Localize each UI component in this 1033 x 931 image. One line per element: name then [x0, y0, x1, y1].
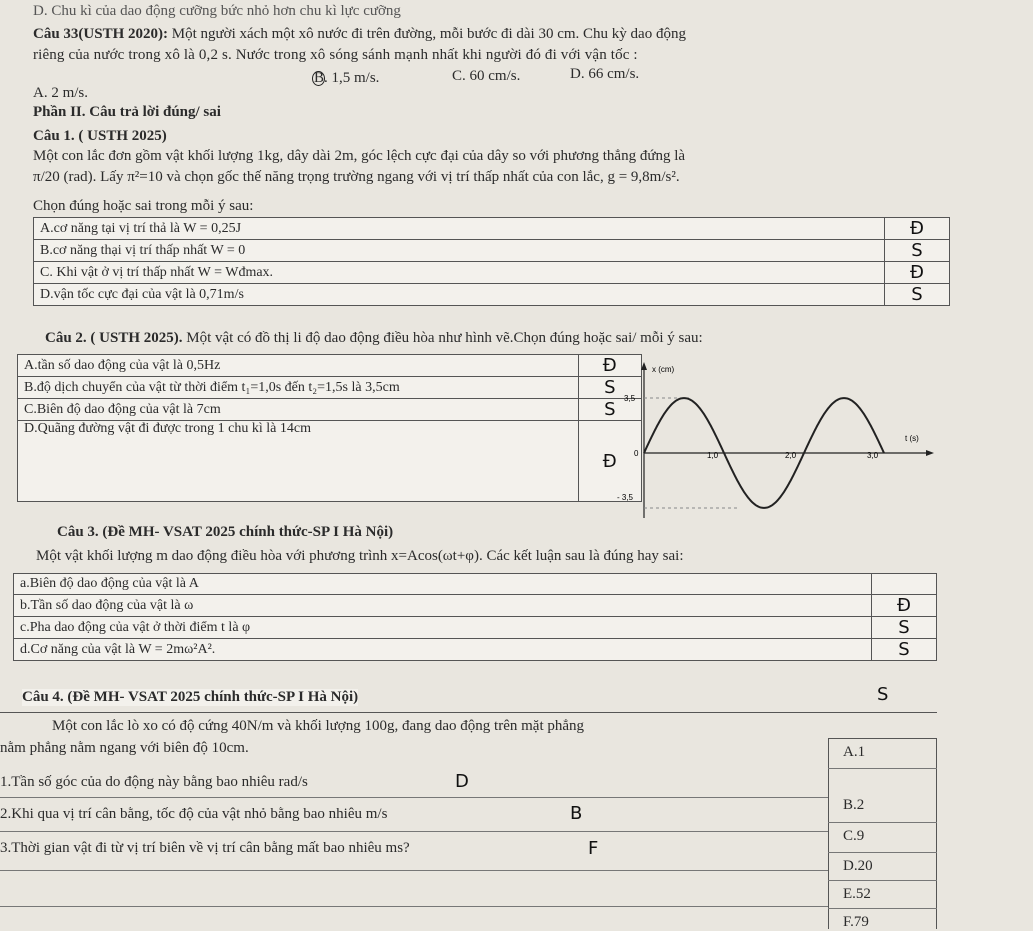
q4-item-1-answer: D [455, 771, 469, 792]
q2-chart [612, 358, 942, 528]
q2-title: Câu 2. ( USTH 2025). [45, 330, 183, 346]
q3-row-b-text: b.Tần số dao động của vật là ω [14, 595, 872, 617]
q4-row-line [0, 906, 828, 907]
q3-title: Câu 3. (Đề MH- VSAT 2025 chính thức-SP I Hà Nội) [57, 524, 394, 540]
x-axis-arrow [926, 450, 934, 456]
line-d: D. Chu kì của dao động cưỡng bức nhỏ hơn chu kì lực cưỡng [33, 3, 401, 19]
q2-row-c-answer: S [578, 399, 641, 421]
x-tick-label: 2,0 [785, 451, 797, 460]
q4-item-2: 2.Khi qua vị trí cân bằng, tốc độ của vật nhỏ bằng bao nhiêu m/s [0, 806, 388, 822]
table-row [14, 595, 937, 617]
q1-text1: Một con lắc đơn gồm vật khối lượng 1kg, dây dài 2m, góc lệch cực đại của dây so với phương thẳng đứng là [33, 148, 686, 164]
q33-option-b-label: B. 1,5 m/s. [314, 70, 380, 86]
x-tick-label: 3,0 [867, 451, 879, 460]
q4-item-3: 3.Thời gian vật đi từ vị trí biên về vị trí cân bằng mất bao nhiêu ms? [0, 840, 410, 856]
q1-row-b-answer: S [885, 240, 950, 262]
y-tick-label: - 3,5 [617, 493, 634, 502]
choice-line [828, 768, 937, 769]
choice-line [828, 880, 937, 881]
q3-text: Một vật khối lượng m dao động điều hòa với phương trình x=Acos(ωt+φ). Các kết luận sau là đúng hay sai: [36, 548, 684, 564]
q3-row-d-answer: S [872, 639, 937, 661]
q4-item-1: 1.Tần số góc của do động này bằng bao nhiêu rad/s [0, 774, 308, 790]
q4-choice-c: C.9 [843, 828, 865, 844]
q33-text-line1 [33, 26, 686, 43]
q33-option-a: A. 2 m/s. [33, 85, 89, 101]
q2-row-c-text: C.Biên độ dao động của vật là 7cm [18, 399, 579, 421]
table-row [18, 399, 642, 421]
q1-text2: π/20 (rad). Lấy π²=10 và chọn gốc thế năng trọng trường ngang với vị trí thấp nhất của con lắc, g = 9,8m/s². [33, 169, 680, 185]
q3-row-c-text: c.Pha dao động của vật ở thời điểm t là φ [14, 617, 872, 639]
q4-right-border [936, 738, 937, 929]
q3-row-a-text: a.Biên độ dao động của vật là A [14, 574, 872, 595]
q4-text1: Một con lắc lò xo có độ cứng 40N/m và khối lượng 100g, đang dao động trên mặt phẳng [52, 718, 585, 734]
q2-row-d-answer: Đ [578, 421, 641, 502]
table-row [14, 574, 937, 595]
table-row [34, 240, 950, 262]
q3-row-b-answer: Đ [872, 595, 937, 617]
choice-line [828, 908, 937, 909]
y-axis-arrow [641, 362, 647, 370]
q33-title: Câu 33(USTH 2020): [33, 26, 169, 42]
q4-row-line [0, 831, 828, 832]
part2-title: Phần II. Câu trả lời đúng/ sai [33, 104, 221, 120]
y-axis-label: x (cm) [652, 365, 675, 374]
q1-row-d-text: D.vận tốc cực đại của vật là 0,71m/s [34, 284, 885, 306]
y-tick-label: 0 [634, 449, 639, 458]
q2-row-a-answer: Đ [578, 355, 641, 377]
q3-extra-answer: S [877, 684, 889, 705]
q4-divider [828, 738, 829, 929]
q2-row-d-text: D.Quãng đường vật đi được trong 1 chu kì là 14cm [18, 421, 579, 502]
q33-option-d: D. 66 cm/s. [570, 66, 640, 82]
q1-row-d-answer: S [885, 284, 950, 306]
table-row [14, 617, 937, 639]
q1-row-c-text: C. Khi vật ở vị trí thấp nhất W = Wđmax. [34, 262, 885, 284]
table-row [34, 262, 950, 284]
q4-item-2-answer: B [570, 803, 583, 824]
q4-item-3-answer: F [588, 838, 599, 859]
q1-row-b-text: B.cơ năng thại vị trí thấp nhất W = 0 [34, 240, 885, 262]
q3-row-a-answer [872, 574, 937, 595]
q1-row-a-answer: Đ [885, 218, 950, 240]
q2-header [45, 330, 703, 347]
choice-line [828, 852, 937, 853]
q3-row-c-answer: S [872, 617, 937, 639]
q33-option-b-circle [312, 71, 325, 86]
table-row [18, 421, 642, 502]
q33-text1: Một người xách một xô nước đi trên đường, mỗi bước đi dài 30 cm. Chu kỳ dao động [168, 26, 686, 42]
q4-row-line [0, 797, 828, 798]
q1-row-c-answer: Đ [885, 262, 950, 284]
q4-choice-a: A.1 [843, 744, 866, 760]
q1-title: Câu 1. ( USTH 2025) [33, 128, 167, 144]
q2-table [17, 354, 642, 502]
q3-row-d-text: d.Cơ năng của vật là W = 2mω²A². [14, 639, 872, 661]
q4-row-line [0, 870, 828, 871]
q2-row-b-answer: S [578, 377, 641, 399]
choice-line [828, 822, 937, 823]
q1-table [33, 217, 950, 306]
q3-table [13, 573, 937, 661]
q33-option-c: C. 60 cm/s. [452, 68, 521, 84]
q1-row-a-text: A.cơ năng tại vị trí thả là W = 0,25J [34, 218, 885, 240]
q2-chart-axes [644, 366, 930, 518]
q4-choice-d: D.20 [843, 858, 873, 874]
q4-title: Câu 4. (Đề MH- VSAT 2025 chính thức-SP I Hà Nội) [22, 689, 359, 705]
table-row [18, 377, 642, 399]
q1-instruction: Chọn đúng hoặc sai trong mỗi ý sau: [33, 198, 254, 214]
table-row [18, 355, 642, 377]
table-row [14, 639, 937, 661]
q2-row-a-text: A.tần số dao động của vật là 0,5Hz [18, 355, 579, 377]
q2-row-b-text: B.độ dịch chuyển của vật từ thời điểm t₁=1,0s đến t₂=1,5s là 3,5cm [18, 377, 579, 399]
table-row [34, 218, 950, 240]
q4-top-right [828, 738, 937, 739]
q33-text-line2: riêng của nước trong xô là 0,2 s. Nước trong xô sóng sánh mạnh nhất khi người đó đi với vận tốc : [33, 47, 638, 63]
q4-choice-e: E.52 [843, 886, 871, 902]
x-tick-label: 1,0 [707, 451, 719, 460]
x-axis-label: t (s) [905, 434, 919, 443]
table-row [34, 284, 950, 306]
q4-text2: nằm phẳng nằm ngang với biên độ 10cm. [0, 740, 249, 756]
q2-text: Một vật có đồ thị li độ dao động điều hòa như hình vẽ.Chọn đúng hoặc sai/ mỗi ý sau: [182, 330, 703, 346]
q33-option-b [314, 70, 379, 87]
q4-choice-f: F.79 [843, 914, 869, 930]
y-tick-label: 3,5 [624, 394, 636, 403]
q4-choice-b: B.2 [843, 797, 865, 813]
